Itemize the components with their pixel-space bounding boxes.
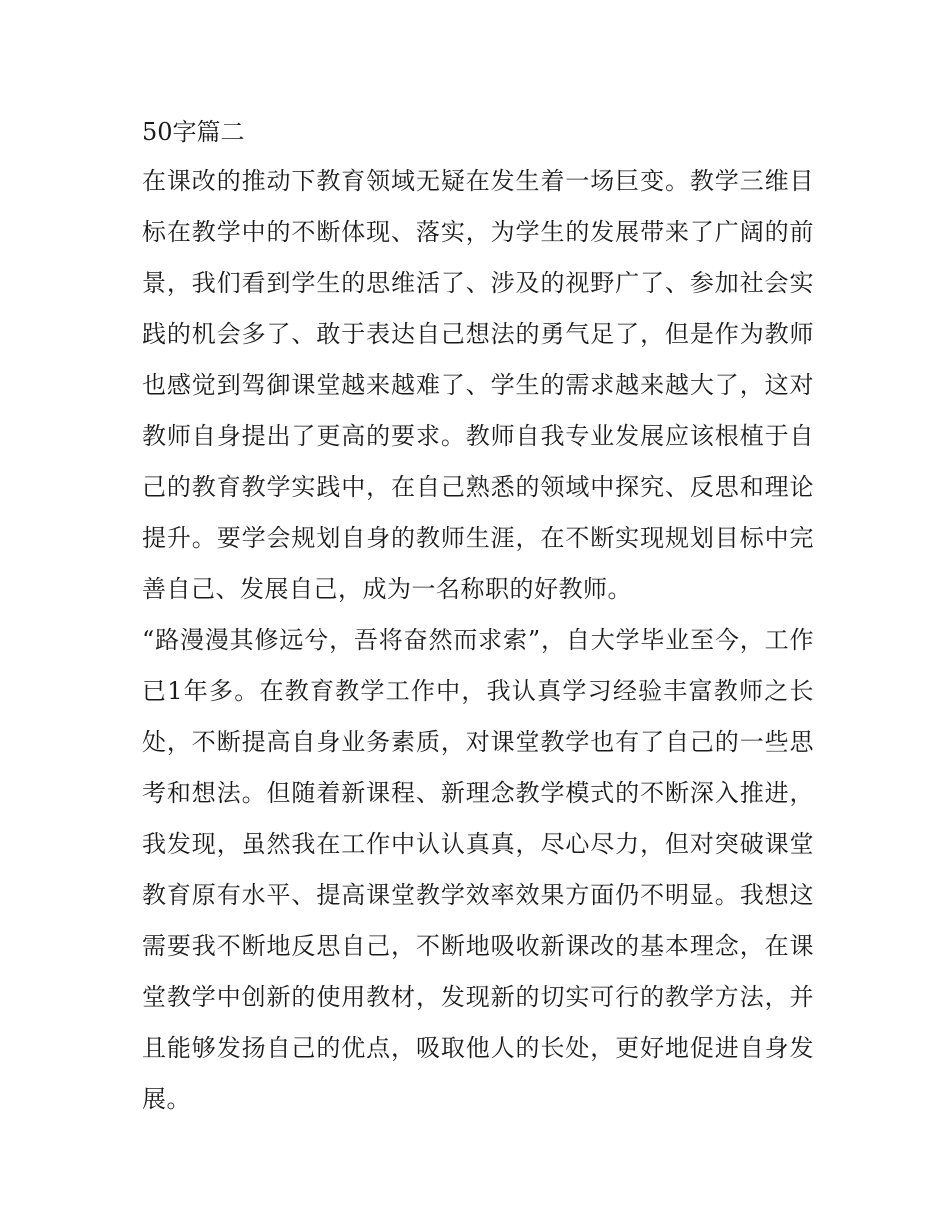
document-page	[142, 108, 814, 1125]
paragraph-1: 在课改的推动下教育领域无疑在发生着一场巨变。教学三维目标在教学中的不断体现、落实，为学生的发展带来了广阔的前景，我们看到学生的思维活了、涉及的视野广了、参加社会实践的机会多了、敢于表达自己想法的勇气足了，但是作为教师也感觉到驾御课堂越来越难了、学生的需求越来越大了，这对教师自身提出了更高的要求。教师自我专业发展应该根植于自己的教育教学实践中，在自己熟悉的领域中探究、反思和理论提升。要学会规划自身的教师生涯，在不断实现规划目标中完善自己、发展自己，成为一名称职的好教师。	[142, 167, 814, 603]
section-heading: 50字篇二	[142, 118, 245, 146]
paragraph-2: “路漫漫其修远兮，吾将奋然而求索”，自大学毕业至今，工作已1年多。在教育教学工作中，我认真学习经验丰富教师之长处，不断提高自身业务素质，对课堂教学也有了自己的一些思考和想法。但随着新课程、新理念教学模式的不断深入推进，我发现，虽然我在工作中认认真真，尽心尽力，但对突破课堂教育原有水平、提高课堂教学效率效果方面仍不明显。我想这需要我不断地反思自己，不断地吸收新课改的基本理念，在课堂教学中创新的使用教材，发现新的切实可行的教学方法，并且能够发扬自己的优点，吸取他人的长处，更好地促进自身发展。	[142, 626, 814, 1113]
